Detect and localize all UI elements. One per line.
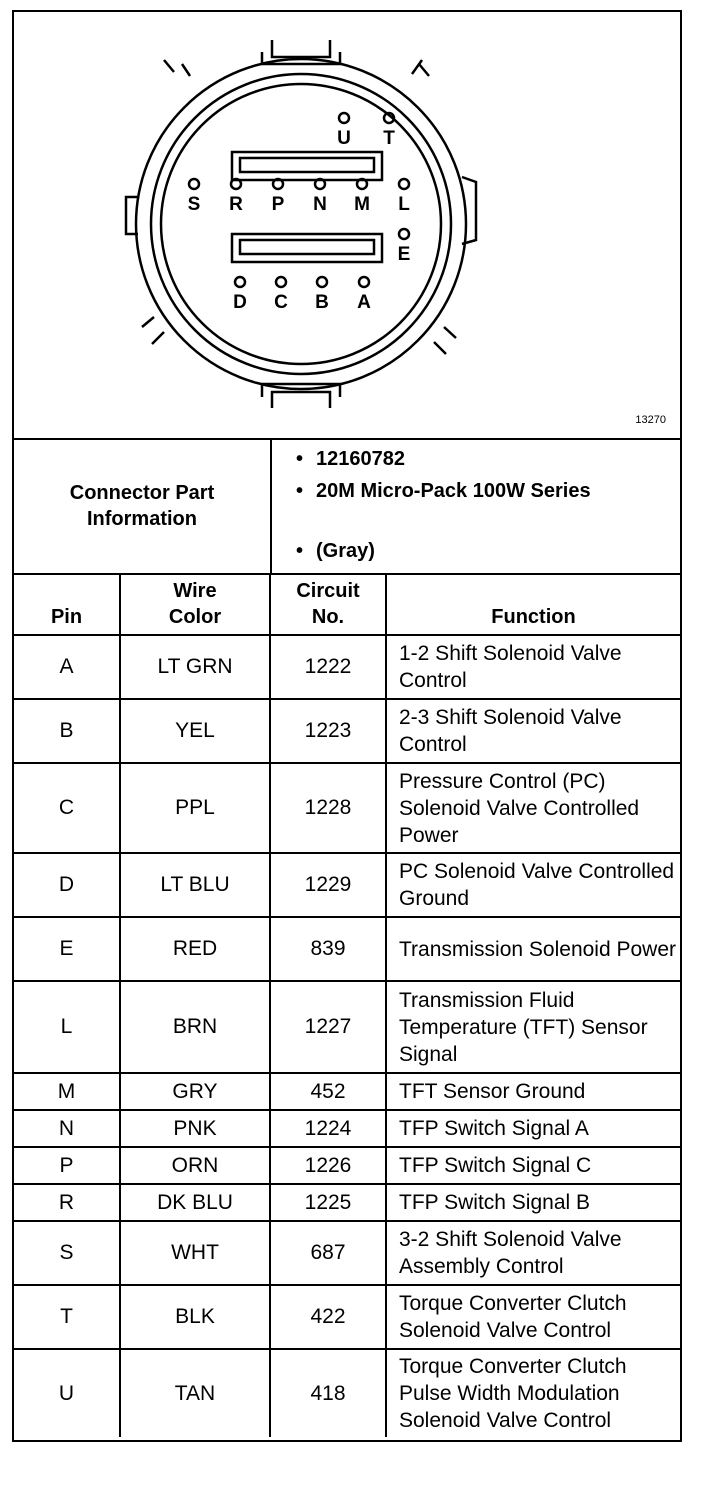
pin-label-a: A — [357, 292, 371, 313]
connector-inner-ring — [161, 84, 441, 364]
pin-cell: R — [14, 1184, 120, 1221]
circuit-cell: 839 — [270, 917, 386, 981]
pin-label-s: S — [187, 194, 201, 215]
pin-cell: D — [14, 853, 120, 917]
wire-color-cell: PPL — [120, 763, 270, 853]
connector-info-label: Connector Part Information — [69, 481, 215, 530]
pin-cell: P — [14, 1147, 120, 1184]
pin-hole-c — [276, 277, 286, 287]
connector-face-diagram — [14, 12, 680, 440]
header-circuit-no — [270, 573, 386, 635]
pin-cell: S — [14, 1221, 120, 1285]
function-cell: TFP Switch Signal C — [386, 1147, 680, 1184]
pinout-table — [14, 573, 680, 1437]
pin-hole-s — [189, 179, 199, 189]
table-row — [14, 1349, 680, 1437]
header-wire-color-label: Wire Color — [168, 580, 222, 628]
table-row — [14, 1147, 680, 1184]
pin-hole-d — [235, 277, 245, 287]
wire-color-cell: BLK — [120, 1285, 270, 1349]
connector-part-number: • 12160782 — [316, 446, 666, 472]
pin-cell: E — [14, 917, 120, 981]
pin-label-t: T — [383, 128, 395, 149]
rib-top-left — [164, 60, 190, 76]
wire-color-cell: DK BLU — [120, 1184, 270, 1221]
circuit-cell: 422 — [270, 1285, 386, 1349]
pin-label-r: R — [229, 194, 243, 215]
lower-terminal-slot — [232, 234, 382, 262]
table-row — [14, 853, 680, 917]
pin-cell: C — [14, 763, 120, 853]
circuit-cell: 1228 — [270, 763, 386, 853]
pin-label-e: E — [397, 244, 411, 265]
header-wire-color — [120, 573, 270, 635]
wire-color-cell: BRN — [120, 981, 270, 1073]
pin-label-n: N — [313, 194, 327, 215]
pin-label-b: B — [315, 292, 329, 313]
pin-label-p: P — [271, 194, 285, 215]
circuit-cell: 1227 — [270, 981, 386, 1073]
pin-cell: T — [14, 1285, 120, 1349]
connector-pinout-frame — [12, 10, 682, 1442]
pin-hole-e — [399, 229, 409, 239]
pin-label-d: D — [233, 292, 247, 313]
function-cell: 2-3 Shift Solenoid Valve Control — [386, 699, 680, 763]
circuit-cell: 1229 — [270, 853, 386, 917]
wire-color-cell: ORN — [120, 1147, 270, 1184]
pin-cell: B — [14, 699, 120, 763]
lower-terminal-slot-inner — [240, 240, 374, 254]
pin-cell: N — [14, 1110, 120, 1147]
pin-cell: A — [14, 635, 120, 699]
circuit-cell: 418 — [270, 1349, 386, 1437]
function-cell: TFT Sensor Ground — [386, 1073, 680, 1110]
function-cell: Transmission Fluid Temperature (TFT) Sensor Signal — [386, 981, 680, 1073]
right-key-tab — [462, 177, 476, 244]
table-row — [14, 917, 680, 981]
connector-color: • (Gray) — [316, 538, 666, 564]
connector-info-list — [272, 438, 680, 573]
table-row — [14, 699, 680, 763]
figure-number: 13270 — [635, 414, 666, 426]
function-cell: TFP Switch Signal A — [386, 1110, 680, 1147]
connector-series: • 20M Micro-Pack 100W Series — [316, 478, 666, 504]
function-cell: 3-2 Shift Solenoid Valve Assembly Control — [386, 1221, 680, 1285]
upper-terminal-slot — [232, 152, 382, 180]
function-cell: Pressure Control (PC) Solenoid Valve Controlled Power — [386, 763, 680, 853]
rib-top-right — [412, 60, 429, 76]
connector-part-information — [14, 438, 680, 575]
pin-hole-a — [359, 277, 369, 287]
table-row — [14, 1221, 680, 1285]
wire-color-cell: LT BLU — [120, 853, 270, 917]
pin-label-c: C — [274, 292, 288, 313]
table-row — [14, 1110, 680, 1147]
pin-cell: L — [14, 981, 120, 1073]
wire-color-cell: GRY — [120, 1073, 270, 1110]
pin-label-m: M — [354, 194, 370, 215]
function-cell: Transmission Solenoid Power — [386, 917, 680, 981]
connector-outer-ring — [136, 59, 466, 389]
function-cell: PC Solenoid Valve Controlled Ground — [386, 853, 680, 917]
header-function: Function — [386, 573, 680, 635]
function-cell: TFP Switch Signal B — [386, 1184, 680, 1221]
connector-info-label-cell — [14, 438, 272, 573]
pin-cell: U — [14, 1349, 120, 1437]
wire-color-cell: TAN — [120, 1349, 270, 1437]
function-cell: 1-2 Shift Solenoid Valve Control — [386, 635, 680, 699]
function-cell: Torque Converter Clutch Solenoid Valve Control — [386, 1285, 680, 1349]
table-row — [14, 981, 680, 1073]
pin-hole-b — [317, 277, 327, 287]
rib-bottom-left — [142, 317, 164, 344]
circuit-cell: 452 — [270, 1073, 386, 1110]
bottom-latch — [272, 392, 330, 408]
table-row — [14, 1073, 680, 1110]
connector-face-svg — [14, 12, 680, 438]
wire-color-cell: RED — [120, 917, 270, 981]
table-header-row — [14, 573, 680, 635]
pin-label-u: U — [337, 128, 351, 149]
upper-terminal-slot-inner — [240, 158, 374, 172]
wire-color-cell: PNK — [120, 1110, 270, 1147]
wire-color-cell: YEL — [120, 699, 270, 763]
header-pin: Pin — [14, 573, 120, 635]
circuit-cell: 1226 — [270, 1147, 386, 1184]
circuit-cell: 1225 — [270, 1184, 386, 1221]
top-latch — [272, 40, 330, 57]
circuit-cell: 687 — [270, 1221, 386, 1285]
table-row — [14, 1184, 680, 1221]
header-circuit-no-label: Circuit No. — [296, 580, 360, 628]
pin-label-l: L — [398, 194, 410, 215]
pin-hole-l — [399, 179, 409, 189]
function-cell: Torque Converter Clutch Pulse Width Modulation Solenoid Valve Control — [386, 1349, 680, 1437]
circuit-cell: 1222 — [270, 635, 386, 699]
connector-middle-ring — [151, 74, 451, 374]
table-row — [14, 1285, 680, 1349]
circuit-cell: 1223 — [270, 699, 386, 763]
pin-cell: M — [14, 1073, 120, 1110]
pin-hole-u — [339, 113, 349, 123]
rib-bottom-right — [434, 327, 456, 354]
table-row — [14, 763, 680, 853]
wire-color-cell: LT GRN — [120, 635, 270, 699]
circuit-cell: 1224 — [270, 1110, 386, 1147]
table-row — [14, 635, 680, 699]
wire-color-cell: WHT — [120, 1221, 270, 1285]
